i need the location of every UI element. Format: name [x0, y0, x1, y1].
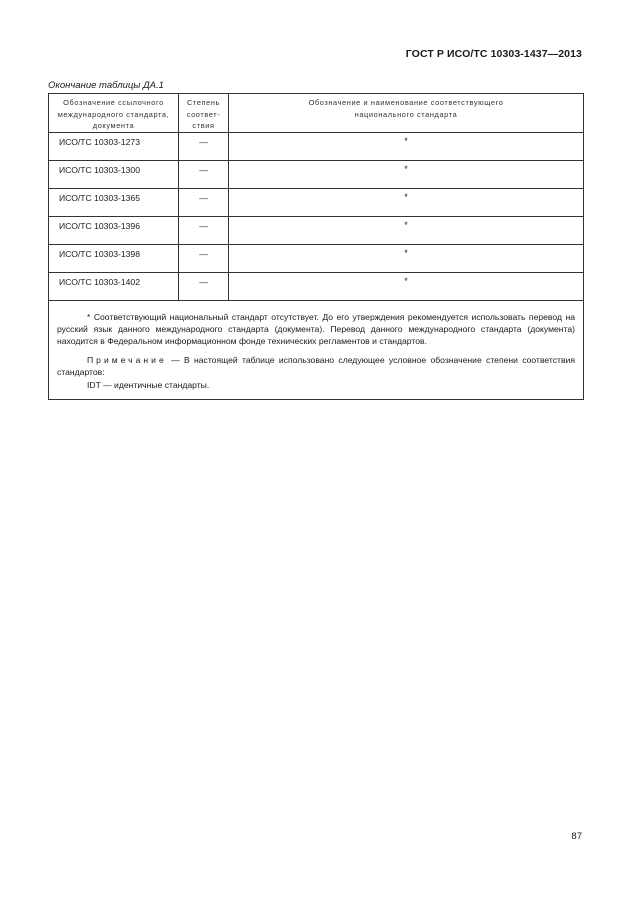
- reference-code-cell: ИСО/ТС 10303-1402: [49, 272, 179, 300]
- table-note: [57, 354, 575, 379]
- reference-code-cell: ИСО/ТС 10303-1273: [49, 132, 179, 160]
- table-row: [49, 244, 584, 272]
- column-header-line: международного стандарта,: [57, 109, 170, 119]
- reference-code-cell: ИСО/ТС 10303-1396: [49, 216, 179, 244]
- degree-cell: —: [179, 132, 229, 160]
- page-number: 87: [571, 831, 582, 842]
- table-footnote-cell: [49, 300, 584, 399]
- column-header-line: документа: [92, 121, 135, 130]
- national-standard-cell: *: [229, 244, 584, 272]
- degree-cell: —: [179, 216, 229, 244]
- annex-table: [48, 93, 584, 400]
- column-header-degree: [179, 94, 229, 133]
- reference-code-cell: ИСО/ТС 10303-1365: [49, 188, 179, 216]
- national-standard-cell: *: [229, 216, 584, 244]
- table-row: [49, 272, 584, 300]
- degree-cell: —: [179, 272, 229, 300]
- reference-code-cell: ИСО/ТС 10303-1300: [49, 160, 179, 188]
- column-header-line: ствия: [192, 121, 215, 130]
- national-standard-cell: *: [229, 188, 584, 216]
- idt-definition: IDT — идентичные стандарты.: [87, 379, 210, 390]
- table-header-row: [49, 94, 584, 133]
- national-standard-cell: *: [229, 132, 584, 160]
- table-row: [49, 188, 584, 216]
- page-header-standard-id: ГОСТ Р ИСО/ТС 10303-1437—2013: [405, 48, 582, 60]
- table-caption: Окончание таблицы ДА.1: [48, 80, 164, 91]
- degree-cell: —: [179, 188, 229, 216]
- degree-cell: —: [179, 244, 229, 272]
- note-label: Примечание: [87, 354, 167, 365]
- column-header-line: Обозначение и наименование соответствующего: [308, 98, 504, 107]
- national-standard-cell: *: [229, 160, 584, 188]
- column-header-line: Степень: [187, 98, 220, 107]
- table-row: [49, 132, 584, 160]
- column-header-line: национального стандарта: [354, 109, 458, 119]
- reference-code-cell: ИСО/ТС 10303-1398: [49, 244, 179, 272]
- national-standard-cell: *: [229, 272, 584, 300]
- column-header-line: соответ-: [186, 109, 221, 119]
- table-row: [49, 160, 584, 188]
- table-footnote-row: [49, 300, 584, 399]
- column-header-national-standard: [229, 94, 584, 133]
- column-header-reference-standard: [49, 94, 179, 133]
- column-header-line: Обозначение ссылочного: [63, 98, 164, 107]
- footnote-text: * Соответствующий национальный стандарт отсутствует. До его утверждения рекомендуется использовать перевод на русский язык данного международного стандарта (документа). Перевод данного международного стандарта (документа) находится в Федеральном информационном фонде технических регламентов и стандартов.: [57, 311, 575, 347]
- degree-cell: —: [179, 160, 229, 188]
- table-row: [49, 216, 584, 244]
- note-text: — В настоящей таблице использовано следующее условное обозначение степени соответствия стандартов:: [57, 354, 575, 378]
